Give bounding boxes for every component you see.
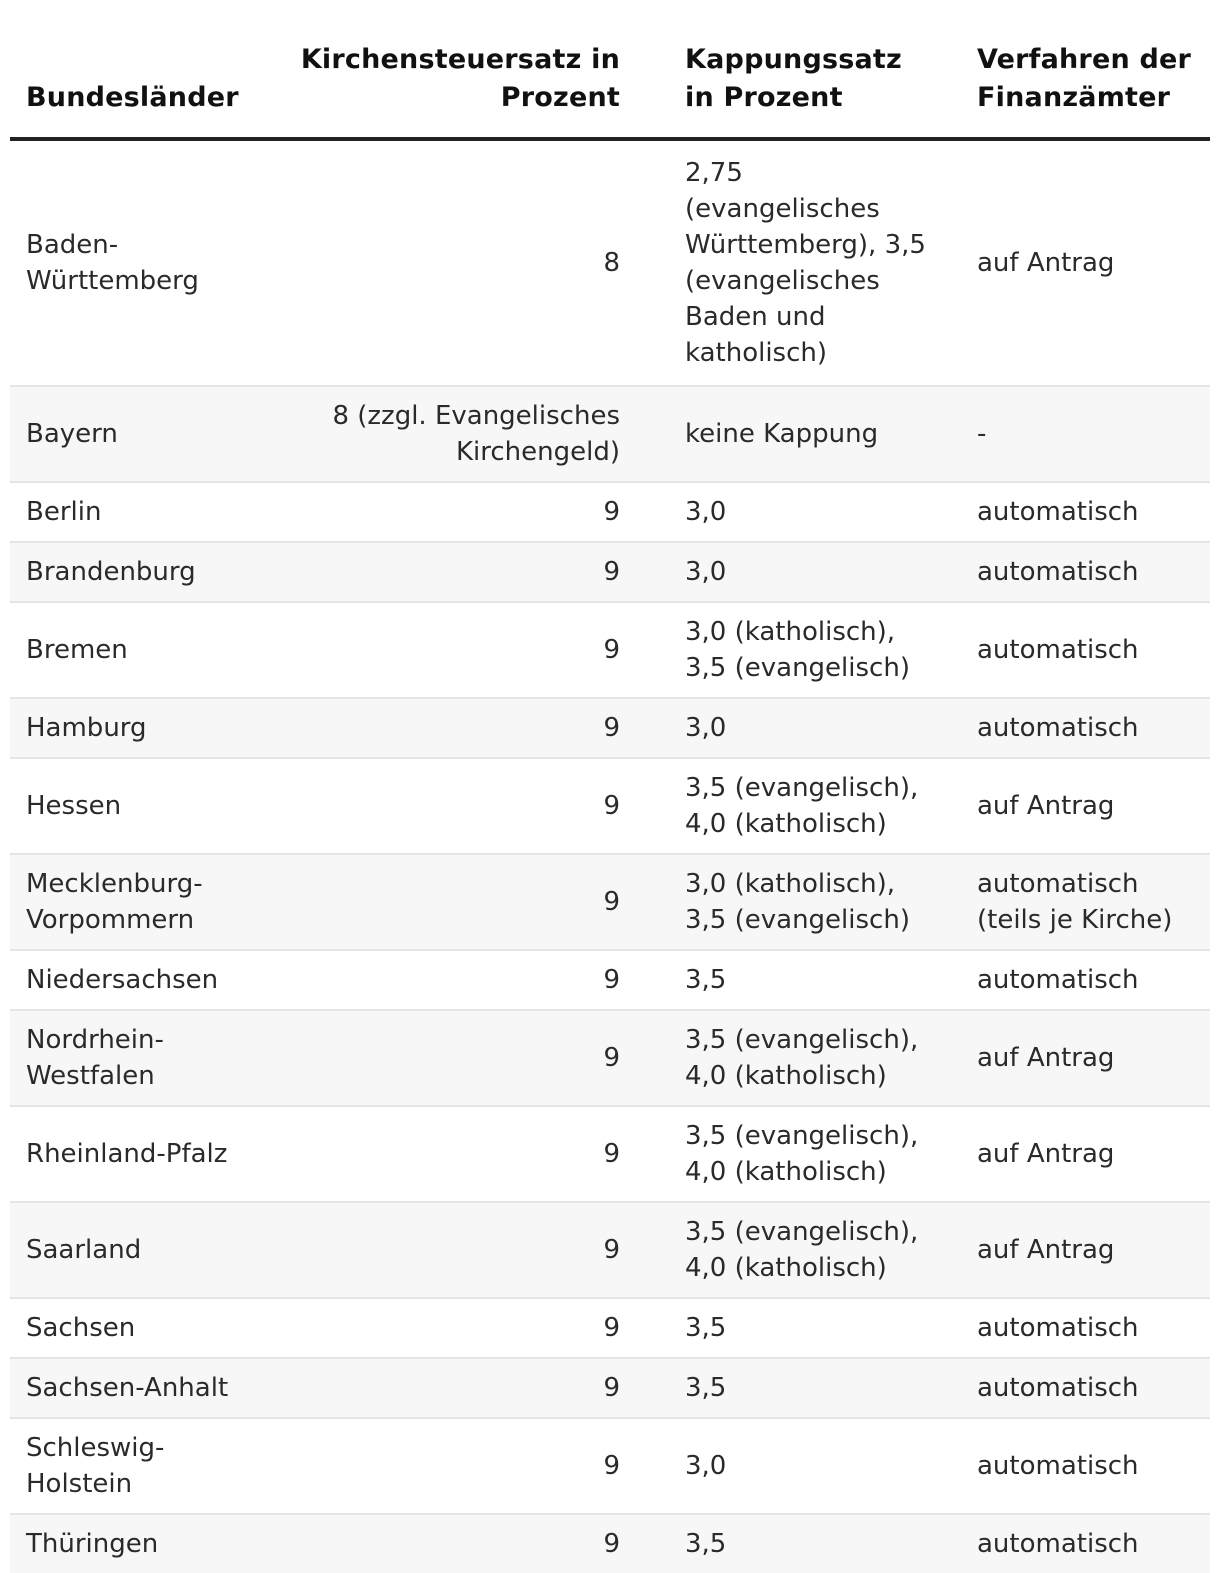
cell-kappungssatz: 3,5 (evangelisch), 4,0 (katholisch) — [637, 1106, 935, 1202]
cell-verfahren: auf Antrag — [935, 1010, 1210, 1106]
table-row — [10, 1010, 1210, 1106]
cell-bundesland: Bayern — [10, 386, 277, 482]
table-row — [10, 482, 1210, 542]
table-row — [10, 386, 1210, 482]
cell-verfahren: - — [935, 386, 1210, 482]
cell-bundesland: Nordrhein-Westfalen — [10, 1010, 277, 1106]
table-row — [10, 1418, 1210, 1514]
cell-kappungssatz: 3,5 — [637, 1514, 935, 1573]
cell-kirchensteuersatz: 9 — [277, 950, 637, 1010]
church-tax-table — [10, 0, 1210, 1573]
cell-bundesland: Rheinland-Pfalz — [10, 1106, 277, 1202]
cell-kappungssatz: 3,5 (evangelisch), 4,0 (katholisch) — [637, 1202, 935, 1298]
table-row — [10, 1106, 1210, 1202]
table-row — [10, 139, 1210, 386]
cell-bundesland: Schleswig-Holstein — [10, 1418, 277, 1514]
cell-bundesland: Hamburg — [10, 698, 277, 758]
cell-verfahren: automatisch (teils je Kirche) — [935, 854, 1210, 950]
cell-kappungssatz: 3,5 (evangelisch), 4,0 (katholisch) — [637, 1010, 935, 1106]
header-verfahren[interactable]: Verfahren der Finanzämter — [977, 44, 1192, 113]
cell-bundesland: Baden-Württemberg — [10, 139, 277, 386]
table-row — [10, 602, 1210, 698]
cell-kappungssatz: 2,75 (evangelisches Württemberg), 3,5 (evangelisches Baden und katholisch) — [637, 139, 935, 386]
table-row — [10, 542, 1210, 602]
cell-kirchensteuersatz: 8 (zzgl. Evangelisches Kirchengeld) — [277, 386, 637, 482]
cell-verfahren: automatisch — [935, 698, 1210, 758]
cell-bundesland: Sachsen — [10, 1298, 277, 1358]
cell-kirchensteuersatz: 9 — [277, 1514, 637, 1573]
cell-kappungssatz: 3,0 — [637, 482, 935, 542]
table-header — [10, 0, 1210, 139]
cell-kirchensteuersatz: 9 — [277, 1010, 637, 1106]
cell-kirchensteuersatz: 9 — [277, 1298, 637, 1358]
cell-verfahren: automatisch — [935, 542, 1210, 602]
cell-verfahren: automatisch — [935, 1514, 1210, 1573]
cell-kirchensteuersatz: 9 — [277, 1106, 637, 1202]
cell-kirchensteuersatz: 9 — [277, 602, 637, 698]
cell-kappungssatz: 3,0 — [637, 1418, 935, 1514]
header-kirchensteuersatz[interactable]: Kirchensteuersatz in Prozent — [300, 44, 620, 113]
header-bundeslaender[interactable]: Bundesländer — [26, 82, 239, 113]
table-row — [10, 1358, 1210, 1418]
cell-bundesland: Mecklenburg-Vorpommern — [10, 854, 277, 950]
table-row — [10, 1514, 1210, 1573]
cell-kappungssatz: 3,0 — [637, 698, 935, 758]
table-row — [10, 758, 1210, 854]
cell-kappungssatz: 3,0 (katholisch), 3,5 (evangelisch) — [637, 602, 935, 698]
cell-kirchensteuersatz: 9 — [277, 854, 637, 950]
cell-verfahren: automatisch — [935, 1298, 1210, 1358]
cell-kirchensteuersatz: 9 — [277, 1418, 637, 1514]
table-row — [10, 854, 1210, 950]
cell-bundesland: Niedersachsen — [10, 950, 277, 1010]
cell-bundesland: Bremen — [10, 602, 277, 698]
table-row — [10, 698, 1210, 758]
table-row — [10, 950, 1210, 1010]
header-kappungssatz[interactable]: Kappungssatz in Prozent — [685, 44, 902, 113]
cell-kappungssatz: 3,0 — [637, 542, 935, 602]
cell-bundesland: Saarland — [10, 1202, 277, 1298]
cell-bundesland: Berlin — [10, 482, 277, 542]
cell-kappungssatz: 3,0 (katholisch), 3,5 (evangelisch) — [637, 854, 935, 950]
cell-kappungssatz: 3,5 — [637, 950, 935, 1010]
cell-kirchensteuersatz: 9 — [277, 698, 637, 758]
cell-kirchensteuersatz: 9 — [277, 542, 637, 602]
cell-verfahren: auf Antrag — [935, 139, 1210, 386]
cell-verfahren: automatisch — [935, 602, 1210, 698]
cell-verfahren: automatisch — [935, 482, 1210, 542]
cell-verfahren: auf Antrag — [935, 758, 1210, 854]
cell-verfahren: automatisch — [935, 950, 1210, 1010]
cell-kirchensteuersatz: 8 — [277, 139, 637, 386]
church-tax-table-container — [10, 0, 1210, 1573]
cell-kirchensteuersatz: 9 — [277, 482, 637, 542]
table-row — [10, 1202, 1210, 1298]
cell-kappungssatz: keine Kappung — [637, 386, 935, 482]
cell-bundesland: Hessen — [10, 758, 277, 854]
cell-verfahren: auf Antrag — [935, 1106, 1210, 1202]
cell-kappungssatz: 3,5 — [637, 1298, 935, 1358]
table-row — [10, 1298, 1210, 1358]
cell-verfahren: automatisch — [935, 1418, 1210, 1514]
cell-verfahren: automatisch — [935, 1358, 1210, 1418]
cell-bundesland: Sachsen-Anhalt — [10, 1358, 277, 1418]
cell-bundesland: Brandenburg — [10, 542, 277, 602]
cell-bundesland: Thüringen — [10, 1514, 277, 1573]
table-body — [10, 139, 1210, 1573]
cell-verfahren: auf Antrag — [935, 1202, 1210, 1298]
cell-kappungssatz: 3,5 — [637, 1358, 935, 1418]
header-row — [10, 0, 1210, 139]
cell-kappungssatz: 3,5 (evangelisch), 4,0 (katholisch) — [637, 758, 935, 854]
cell-kirchensteuersatz: 9 — [277, 1358, 637, 1418]
cell-kirchensteuersatz: 9 — [277, 1202, 637, 1298]
cell-kirchensteuersatz: 9 — [277, 758, 637, 854]
